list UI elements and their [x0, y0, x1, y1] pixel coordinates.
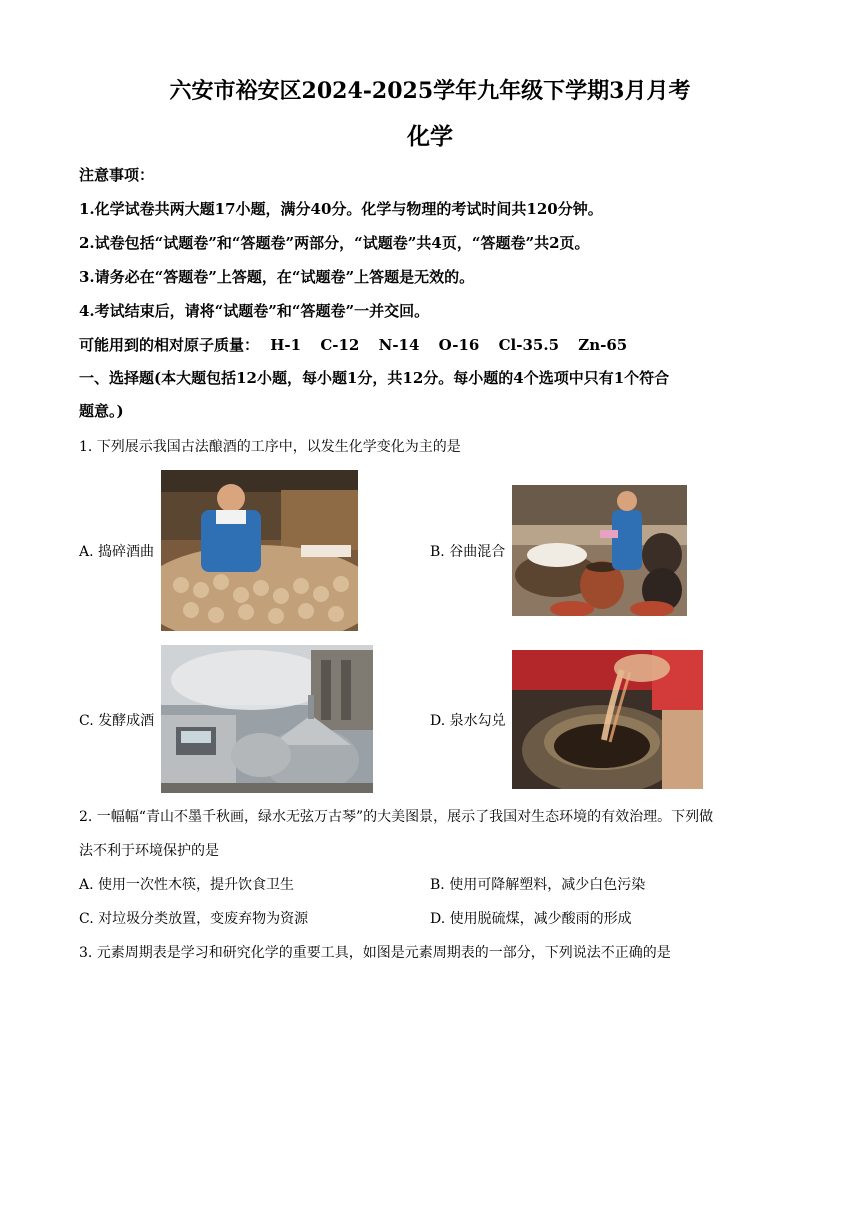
atomic-mass-n: N-14 — [378, 336, 420, 354]
section1-heading-cont: 题意。) — [79, 402, 124, 420]
exam-title: 六安市裕安区2024-2025学年九年级下学期3月月考 — [169, 78, 691, 104]
atomic-mass-cl: Cl-35.5 — [498, 336, 560, 354]
notice-item-4: 4.考试结束后，请将“试题卷”和“答题卷”一并交回。 — [79, 302, 430, 320]
exam-subject: 化学 — [407, 123, 453, 150]
atomic-mass-zn: Zn-65 — [578, 336, 628, 354]
notice-heading: 注意事项： — [79, 166, 155, 184]
q2-stem: 2. 一幅幅“青山不墨千秋画，绿水无弦万古琴”的大美图景，展示了我国对生态环境的有效治理。下列做 — [79, 809, 714, 825]
atomic-mass-c: C-12 — [320, 336, 360, 354]
atomic-masses-label: 可能用到的相对原子质量： — [79, 336, 260, 354]
atomic-mass-o: O-16 — [438, 336, 480, 354]
q3-stem: 3. 元素周期表是学习和研究化学的重要工具，如图是元素周期表的一部分，下列说法不正确的是 — [79, 945, 671, 961]
q1-option-b[interactable]: B. 谷曲混合 — [430, 544, 506, 560]
q1-stem: 1. 下列展示我国古法酿酒的工序中，以发生化学变化为主的是 — [79, 439, 461, 455]
q1-option-d[interactable]: D. 泉水勾兑 — [430, 713, 506, 729]
q1-image-b-mixing-grain — [512, 485, 687, 616]
q2-option-c[interactable]: C. 对垃圾分类放置，变废弃物为资源 — [79, 911, 309, 927]
q2-option-a[interactable]: A. 使用一次性木筷，提升饮食卫生 — [79, 877, 295, 893]
q1-option-c[interactable]: C. 发酵成酒 — [79, 713, 155, 729]
q2-option-d[interactable]: D. 使用脱硫煤，减少酸雨的形成 — [430, 911, 632, 927]
q1-image-a-crushing-yeast — [161, 470, 358, 631]
q2-stem-cont: 法不利于环境保护的是 — [79, 843, 219, 859]
section1-heading: 一、选择题(本大题包括12小题，每小题1分，共12分。每小题的4个选项中只有1个符合 — [79, 369, 670, 387]
q1-image-d-blending-water — [512, 650, 703, 789]
atomic-masses — [79, 334, 641, 355]
q2-option-b[interactable]: B. 使用可降解塑料，减少白色污染 — [430, 877, 646, 893]
notice-item-2: 2.试卷包括“试题卷”和“答题卷”两部分，“试题卷”共4页，“答题卷”共2页。 — [79, 234, 590, 252]
notice-item-3: 3.请务必在“答题卷”上答题，在“试题卷”上答题是无效的。 — [79, 268, 475, 286]
q1-option-a[interactable]: A. 捣碎酒曲 — [79, 544, 155, 560]
notice-item-1: 1.化学试卷共两大题17小题，满分40分。化学与物理的考试时间共120分钟。 — [79, 200, 603, 218]
atomic-mass-h: H-1 — [270, 336, 302, 354]
q1-image-c-fermentation — [161, 645, 373, 793]
